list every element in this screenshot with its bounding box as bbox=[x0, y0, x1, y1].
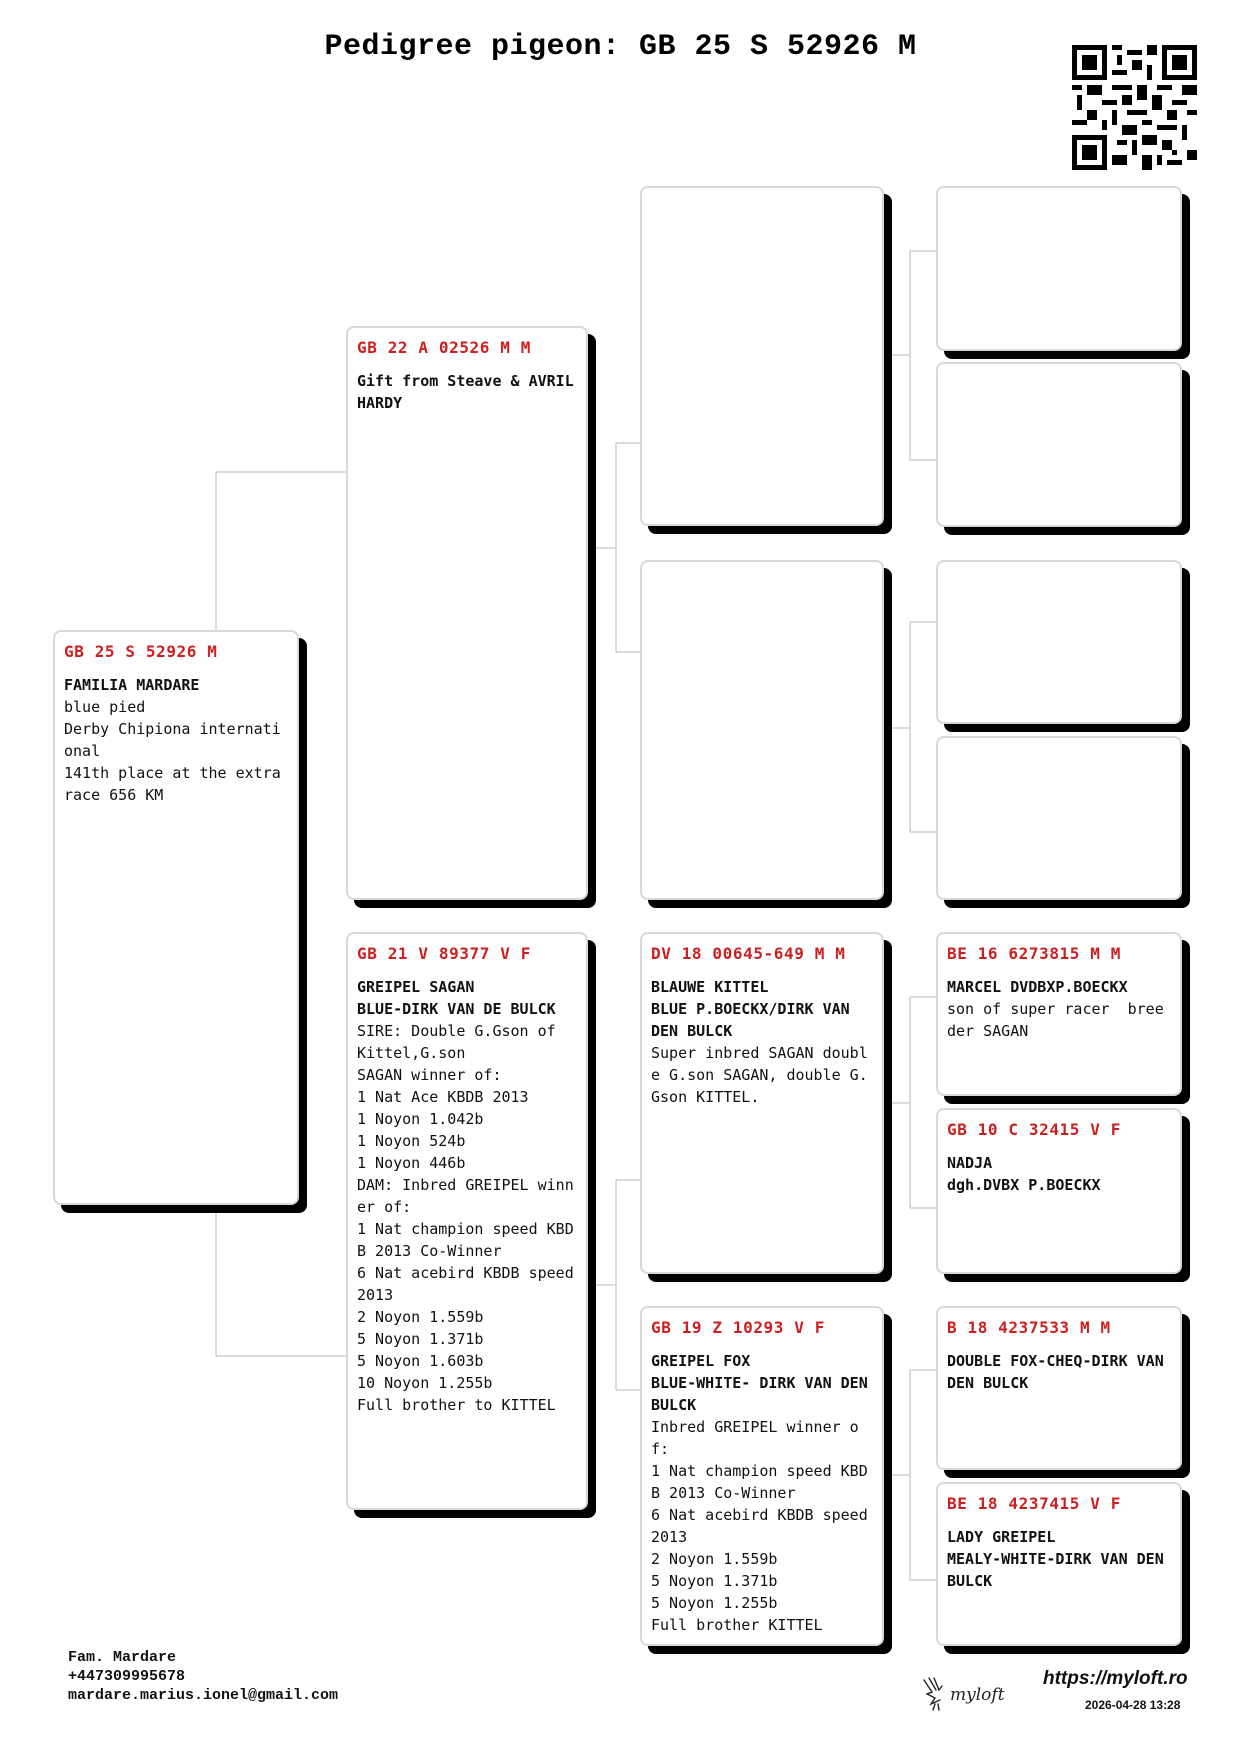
owner-name: LADY GREIPEL MEALY-WHITE-DIRK VAN DEN BULCK bbox=[947, 1528, 1164, 1590]
myloft-pigeon-logo-icon bbox=[920, 1674, 1040, 1714]
owner-name: GREIPEL FOX BLUE-WHITE- DIRK VAN DEN BULCK bbox=[651, 1352, 868, 1414]
pigeon-info: Super inbred SAGAN double G.son SAGAN, double G.Gson KITTEL. bbox=[651, 1044, 868, 1106]
ring-number: B 18 4237533 M M bbox=[947, 1318, 1111, 1337]
ring-number: BE 18 4237415 V F bbox=[947, 1494, 1121, 1513]
sire-sire-dam-card[interactable] bbox=[936, 362, 1182, 527]
contact-name: Fam. Mardare bbox=[68, 1649, 177, 1666]
ring-number: GB 21 V 89377 V F bbox=[357, 944, 531, 963]
contact-email[interactable]: mardare.marius.ionel@gmail.com bbox=[68, 1687, 339, 1704]
dam-sire-card[interactable] bbox=[640, 932, 884, 1274]
dam-dam-sire-card[interactable] bbox=[936, 1306, 1182, 1470]
dam-sire-sire-card[interactable] bbox=[936, 932, 1182, 1096]
ring-number: BE 16 6273815 M M bbox=[947, 944, 1121, 963]
pigeon-info: Inbred GREIPEL winner of: 1 Nat champion speed KBDB 2013 Co-Winner 6 Nat acebird KBDB speed 2013 2 Noyon 1.559b 5 Noyon 1.371b 5 Noyon 1.255b Full brother KITTEL bbox=[651, 1418, 868, 1634]
pigeon-info: blue pied Derby Chipiona international 141th place at the extra race 656 KM bbox=[64, 698, 281, 804]
sire-dam-dam-card[interactable] bbox=[936, 736, 1182, 900]
ring-number: DV 18 00645-649 M M bbox=[651, 944, 846, 963]
brand-logo-text: myloft bbox=[950, 1685, 1005, 1705]
owner-name: GREIPEL SAGAN BLUE-DIRK VAN DE BULCK bbox=[357, 978, 556, 1018]
brand-url-link[interactable]: https://myloft.ro bbox=[1043, 1668, 1188, 1689]
owner-name: DOUBLE FOX-CHEQ-DIRK VAN DEN BULCK bbox=[947, 1352, 1173, 1392]
dam-dam-dam-card[interactable] bbox=[936, 1482, 1182, 1646]
ring-number: GB 25 S 52926 M bbox=[64, 642, 218, 661]
owner-name: BLAUWE KITTEL BLUE P.BOECKX/DIRK VAN DEN BULCK bbox=[651, 978, 850, 1040]
owner-name: Gift from Steave & AVRIL HARDY bbox=[357, 372, 583, 412]
sire-dam-card[interactable] bbox=[640, 560, 884, 900]
sire-sire-sire-card[interactable] bbox=[936, 186, 1182, 351]
ring-number: GB 19 Z 10293 V F bbox=[651, 1318, 825, 1337]
dam-sire-dam-card[interactable] bbox=[936, 1108, 1182, 1274]
dam-card[interactable] bbox=[346, 932, 588, 1510]
owner-name: NADJA dgh.DVBX P.BOECKX bbox=[947, 1154, 1101, 1194]
print-timestamp: 2026-04-28 13:28 bbox=[1085, 1698, 1181, 1712]
subject-card[interactable] bbox=[53, 630, 299, 1205]
brand-footer bbox=[920, 1668, 1190, 1738]
ring-number: GB 10 C 32415 V F bbox=[947, 1120, 1121, 1139]
sire-card[interactable] bbox=[346, 326, 588, 900]
sire-dam-sire-card[interactable] bbox=[936, 560, 1182, 724]
pigeon-info: son of super racer breeder SAGAN bbox=[947, 1000, 1164, 1040]
owner-name: MARCEL DVDBXP.BOECKX bbox=[947, 978, 1128, 996]
page-title: Pedigree pigeon: GB 25 S 52926 M bbox=[324, 30, 917, 64]
sire-sire-card[interactable] bbox=[640, 186, 884, 526]
dam-dam-card[interactable] bbox=[640, 1306, 884, 1646]
contact-phone[interactable]: +447309995678 bbox=[68, 1668, 186, 1685]
ring-number: GB 22 A 02526 M M bbox=[357, 338, 531, 357]
pigeon-info: SIRE: Double G.Gson of Kittel,G.son SAGAN winner of: 1 Nat Ace KBDB 2013 1 Noyon 1.042b 1 Noyon 524b 1 Noyon 446b DAM: Inbred GREIPEL winner of: 1 Nat champion speed KBDB 2013 Co-Winner 6 Nat acebird KBDB speed 2013 2 Noyon 1.559b 5 Noyon 1.371b 5 Noyon 1.603b 10 Noyon 1.255b Full brother to KITTEL bbox=[357, 1022, 574, 1414]
owner-name: FAMILIA MARDARE bbox=[64, 676, 200, 694]
contact-block bbox=[68, 1648, 338, 1705]
